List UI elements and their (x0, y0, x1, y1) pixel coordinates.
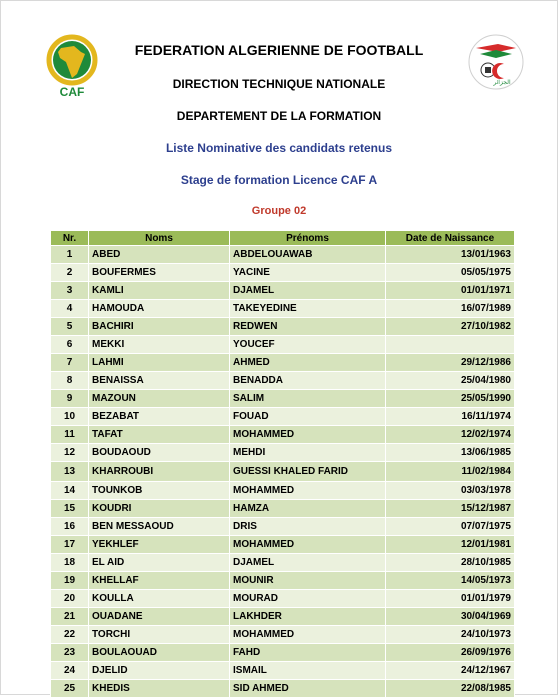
cell-nom: KHELLAF (89, 572, 230, 590)
cell-date: 13/06/1985 (386, 444, 515, 462)
cell-nr: 18 (51, 554, 89, 572)
cell-nr: 1 (51, 246, 89, 264)
cell-nom: BOUDAOUD (89, 444, 230, 462)
cell-nom: KAMLI (89, 282, 230, 300)
cell-prenom: REDWEN (230, 318, 386, 336)
candidates-table (50, 230, 515, 698)
table-row (51, 536, 515, 554)
cell-nr: 16 (51, 518, 89, 536)
table-row (51, 390, 515, 408)
cell-prenom: SID AHMED (230, 680, 386, 698)
cell-prenom: ABDELOUAWAB (230, 246, 386, 264)
cell-nr: 15 (51, 500, 89, 518)
cell-nr: 12 (51, 444, 89, 462)
cell-date: 16/11/1974 (386, 408, 515, 426)
cell-nom: KOULLA (89, 590, 230, 608)
cell-prenom: BENADDA (230, 372, 386, 390)
table-row (51, 590, 515, 608)
table-row (51, 408, 515, 426)
cell-date: 13/01/1963 (386, 246, 515, 264)
cell-prenom: AHMED (230, 354, 386, 372)
cell-nr: 13 (51, 462, 89, 482)
cell-nr: 5 (51, 318, 89, 336)
cell-nr: 3 (51, 282, 89, 300)
cell-date: 30/04/1969 (386, 608, 515, 626)
cell-date: 29/12/1986 (386, 354, 515, 372)
cell-date: 12/02/1974 (386, 426, 515, 444)
cell-nr: 19 (51, 572, 89, 590)
table-header-row (51, 231, 515, 246)
cell-nom: DJELID (89, 662, 230, 680)
cell-nom: HAMOUDA (89, 300, 230, 318)
table-row (51, 554, 515, 572)
table-row (51, 336, 515, 354)
cell-nr: 4 (51, 300, 89, 318)
table-row (51, 354, 515, 372)
cell-nr: 25 (51, 680, 89, 698)
cell-nom: KHARROUBI (89, 462, 230, 482)
table-row (51, 572, 515, 590)
caf-logo-text: CAF (59, 85, 85, 99)
cell-prenom: HAMZA (230, 500, 386, 518)
table-row (51, 300, 515, 318)
cell-nom: BENAISSA (89, 372, 230, 390)
cell-date: 26/09/1976 (386, 644, 515, 662)
table-row (51, 482, 515, 500)
table-row (51, 662, 515, 680)
cell-nom: MEKKI (89, 336, 230, 354)
cell-date: 01/01/1971 (386, 282, 515, 300)
cell-nom: YEKHLEF (89, 536, 230, 554)
table-row (51, 626, 515, 644)
cell-prenom: MOHAMMED (230, 626, 386, 644)
cell-prenom: FOUAD (230, 408, 386, 426)
cell-prenom: MOHAMMED (230, 536, 386, 554)
cell-date: 24/12/1967 (386, 662, 515, 680)
cell-date: 28/10/1985 (386, 554, 515, 572)
cell-nr: 10 (51, 408, 89, 426)
cell-prenom: MOHAMMED (230, 482, 386, 500)
cell-date: 24/10/1973 (386, 626, 515, 644)
cell-nr: 9 (51, 390, 89, 408)
cell-date: 27/10/1982 (386, 318, 515, 336)
cell-date: 25/05/1990 (386, 390, 515, 408)
table-row (51, 608, 515, 626)
table-row (51, 318, 515, 336)
table-row (51, 426, 515, 444)
table-row (51, 462, 515, 482)
cell-nr: 20 (51, 590, 89, 608)
cell-prenom: FAHD (230, 644, 386, 662)
cell-date: 05/05/1975 (386, 264, 515, 282)
column-header-nr: Nr. (51, 231, 89, 246)
table-body (51, 246, 515, 698)
faf-logo-text: الجزائر (493, 79, 511, 86)
cell-nom: KOUDRI (89, 500, 230, 518)
cell-nom: TOUNKOB (89, 482, 230, 500)
cell-prenom: DJAMEL (230, 282, 386, 300)
cell-nr: 8 (51, 372, 89, 390)
cell-nom: TORCHI (89, 626, 230, 644)
cell-nr: 6 (51, 336, 89, 354)
cell-nom: TAFAT (89, 426, 230, 444)
table-row (51, 246, 515, 264)
cell-nom: LAHMI (89, 354, 230, 372)
cell-date: 16/07/1989 (386, 300, 515, 318)
cell-nr: 22 (51, 626, 89, 644)
cell-nom: BEN MESSAOUD (89, 518, 230, 536)
groupe-title: Groupe 02 (251, 205, 307, 217)
departement-title: DEPARTEMENT DE LA FORMATION (176, 109, 382, 123)
cell-nom: BOULAOUAD (89, 644, 230, 662)
cell-nr: 24 (51, 662, 89, 680)
table-row (51, 372, 515, 390)
cell-nom: BOUFERMES (89, 264, 230, 282)
cell-date: 01/01/1979 (386, 590, 515, 608)
cell-nr: 2 (51, 264, 89, 282)
cell-date: 15/12/1987 (386, 500, 515, 518)
cell-nom: BACHIRI (89, 318, 230, 336)
table-row (51, 264, 515, 282)
cell-nr: 11 (51, 426, 89, 444)
cell-date: 07/07/1975 (386, 518, 515, 536)
stage-title: Stage de formation Licence CAF A (180, 173, 378, 187)
table-row (51, 444, 515, 462)
cell-date: 11/02/1984 (386, 462, 515, 482)
column-header-prenoms: Prénoms (230, 231, 386, 246)
cell-nom: EL AID (89, 554, 230, 572)
cell-nom: ABED (89, 246, 230, 264)
federation-title: FEDERATION ALGERIENNE DE FOOTBALL (134, 42, 424, 58)
cell-date: 12/01/1981 (386, 536, 515, 554)
cell-prenom: LAKHDER (230, 608, 386, 626)
table-row (51, 282, 515, 300)
cell-prenom: GUESSI KHALED FARID (230, 462, 386, 482)
cell-nom: KHEDIS (89, 680, 230, 698)
cell-prenom: SALIM (230, 390, 386, 408)
cell-prenom: DJAMEL (230, 554, 386, 572)
cell-nr: 7 (51, 354, 89, 372)
cell-nom: OUADANE (89, 608, 230, 626)
cell-prenom: YACINE (230, 264, 386, 282)
cell-nr: 14 (51, 482, 89, 500)
cell-prenom: TAKEYEDINE (230, 300, 386, 318)
table-row (51, 518, 515, 536)
cell-date: 14/05/1973 (386, 572, 515, 590)
cell-prenom: MOUNIR (230, 572, 386, 590)
cell-nom: MAZOUN (89, 390, 230, 408)
cell-nr: 23 (51, 644, 89, 662)
cell-date: 03/03/1978 (386, 482, 515, 500)
column-header-date: Date de Naissance (386, 231, 515, 246)
table-row (51, 644, 515, 662)
cell-date: 25/04/1980 (386, 372, 515, 390)
cell-date (386, 336, 515, 354)
direction-title: DIRECTION TECHNIQUE NATIONALE (172, 77, 386, 91)
cell-prenom: MOHAMMED (230, 426, 386, 444)
cell-date: 22/08/1985 (386, 680, 515, 698)
cell-prenom: MEHDI (230, 444, 386, 462)
liste-title: Liste Nominative des candidats retenus (165, 141, 393, 155)
table-row (51, 500, 515, 518)
cell-prenom: DRIS (230, 518, 386, 536)
cell-prenom: ISMAIL (230, 662, 386, 680)
cell-prenom: MOURAD (230, 590, 386, 608)
cell-nr: 17 (51, 536, 89, 554)
cell-prenom: YOUCEF (230, 336, 386, 354)
column-header-noms: Noms (89, 231, 230, 246)
cell-nr: 21 (51, 608, 89, 626)
cell-nom: BEZABAT (89, 408, 230, 426)
